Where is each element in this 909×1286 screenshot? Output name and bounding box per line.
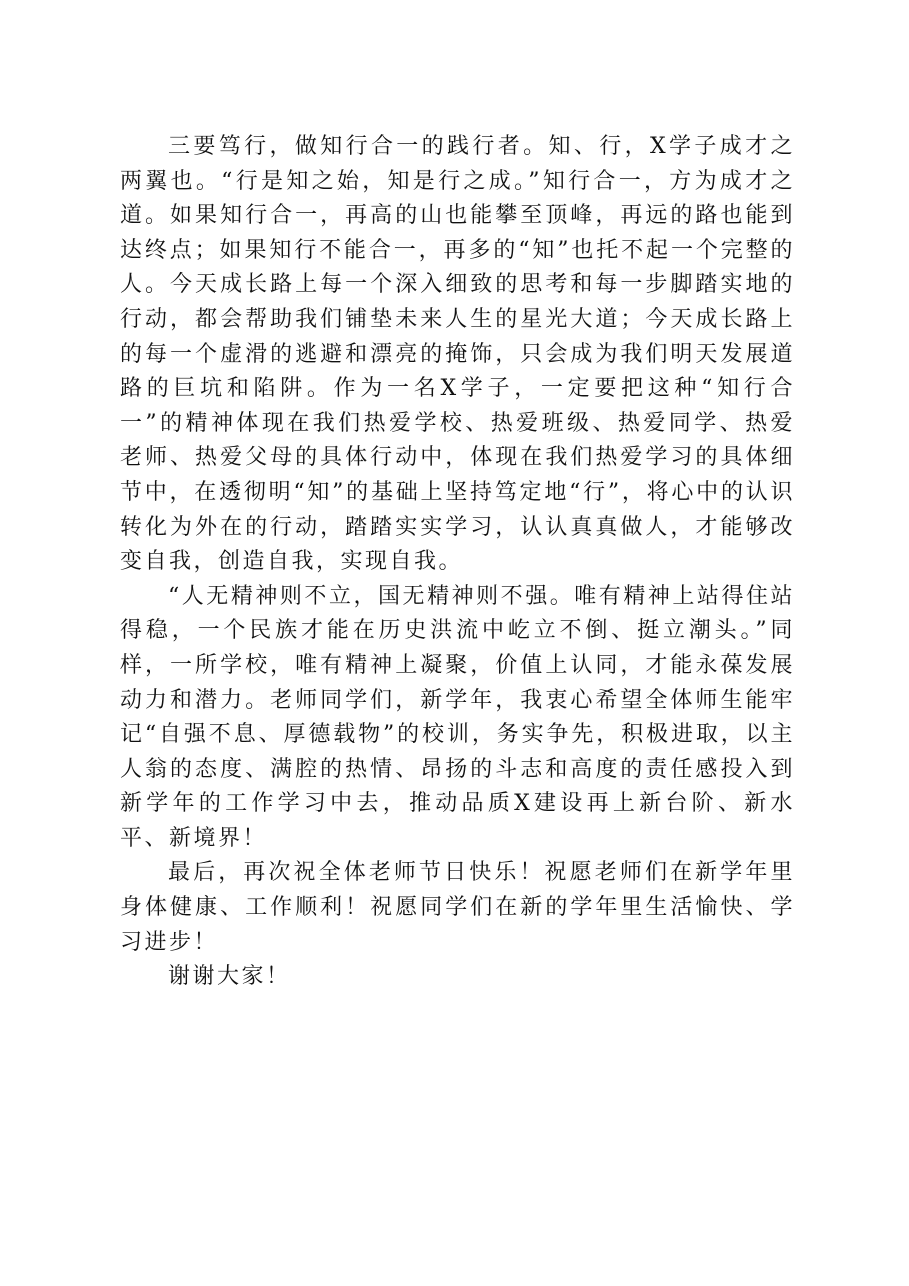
paragraph-jingshen: “人无精神则不立，国无精神则不强。唯有精神上站得住站得稳，一个民族才能在历史洪流中屹立不倒、挺立潮头。”同样，一所学校，唯有精神上凝聚，价值上认同，才能永葆发展动力和潜力。老师同学们，新学年，我衷心希望全体师生能牢记“自强不息、厚德载物”的校训，务实争先，积极进取，以主人翁的态度、满腔的热情、昂扬的斗志和高度的责任感投入到新学年的工作学习中去，推动品质X建设再上新台阶、新水平、新境界！ — [120, 583, 795, 851]
paragraph-xiexie: 谢谢大家！ — [168, 964, 291, 990]
paragraph-zhufu: 最后，再次祝全体老师节日快乐！祝愿老师们在新学年里身体健康、工作顺利！祝愿同学们在新的学年里生活愉快、学习进步！ — [120, 860, 795, 955]
paragraph-zhixingheyi: 三要笃行，做知行合一的践行者。知、行，X学子成才之两翼也。“行是知之始，知是行之成。”知行合一，方为成才之道。如果知行合一，再高的山也能攀至顶峰，再远的路也能到达终点；如果知行不能合一，再多的“知”也托不起一个完整的人。今天成长路上每一个深入细致的思考和每一步脚踏实地的行动，都会帮助我们铺垫未来人生的星光大道；今天成长路上的每一个虚滑的逃避和漂亮的掩饰，只会成为我们明天发展道路的巨坑和陷阱。作为一名X学子，一定要把这种“知行合一”的精神体现在我们热爱学校、热爱班级、热爱同学、热爱老师、热爱父母的具体行动中，体现在我们热爱学习的具体细节中，在透彻明“知”的基础上坚持笃定地“行”，将心中的认识转化为外在的行动，踏踏实实学习，认认真真做人，才能够改变自我，创造自我，实现自我。 — [120, 134, 795, 575]
document-body — [120, 130, 795, 995]
